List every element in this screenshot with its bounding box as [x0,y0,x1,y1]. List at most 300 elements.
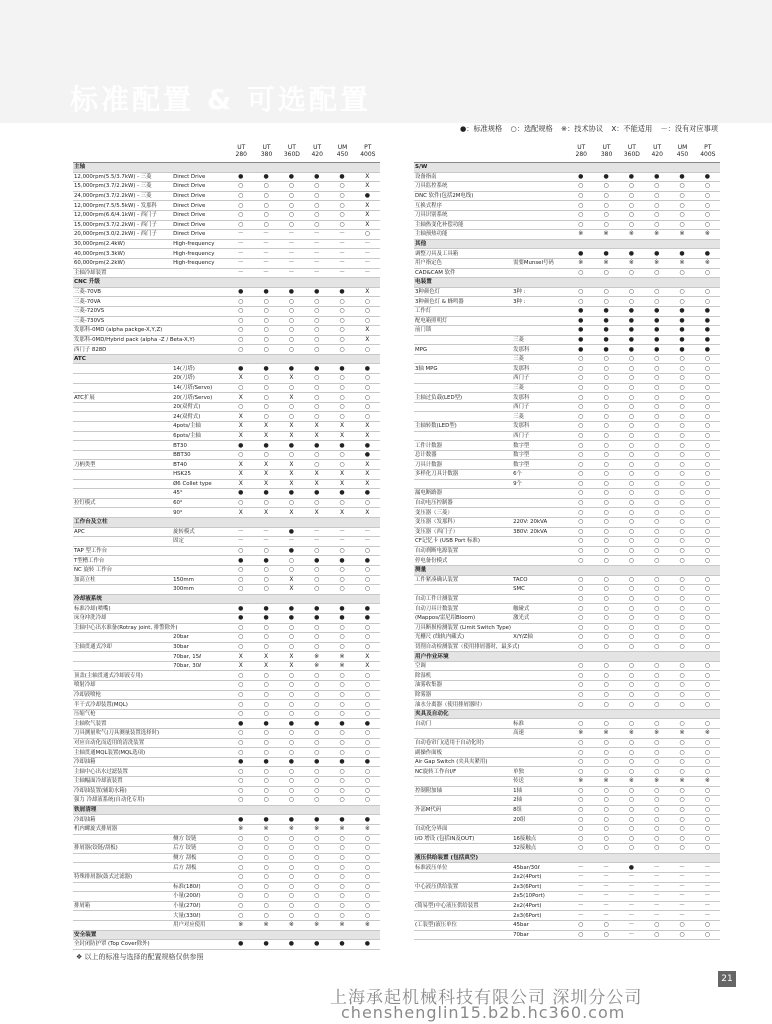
availability-mark: ※ [329,824,354,834]
availability-mark: ○ [619,824,644,834]
model-series: UM [337,144,348,151]
item-spec [172,757,228,767]
item-name: 自动门 [414,719,512,729]
item-name: 压缩气枪 [73,709,172,719]
item-name: 光栅尺 (线轨内藏式) [414,633,512,643]
table-row [414,470,720,480]
availability-mark: － [253,258,278,268]
availability-mark: ○ [669,220,694,230]
item-spec: 4pots/主轴 [172,422,228,432]
availability-mark: ※ [253,920,278,930]
availability-mark: ○ [669,748,694,758]
availability-mark: ○ [253,681,278,691]
item-name [414,374,512,384]
availability-mark: ○ [329,911,354,921]
item-spec: 90° [172,508,228,518]
availability-mark: ○ [568,930,593,940]
table-row [73,709,380,719]
availability-mark: ○ [304,450,329,460]
item-spec: 60° [172,498,228,508]
availability-mark: ○ [644,661,669,671]
item-spec: 数字型 [512,441,568,451]
section-title: 工作台及立柱 [73,517,380,527]
availability-mark: ○ [329,210,354,220]
table-row [414,757,720,767]
availability-mark: X [355,479,380,489]
availability-mark: ○ [644,796,669,806]
item-name: 冷却油箱 [73,815,172,825]
availability-mark: ○ [253,882,278,892]
availability-mark: ○ [304,220,329,230]
availability-mark: ● [253,172,278,182]
availability-mark: ○ [253,316,278,326]
model-series: UT [653,144,662,151]
item-name [73,863,172,873]
item-spec [172,326,228,336]
availability-mark: ● [329,441,354,451]
availability-mark: ● [279,364,304,374]
availability-mark: ● [228,613,253,623]
availability-mark: ○ [644,374,669,384]
table-row [414,316,720,326]
item-name: 30,000rpm(2.4kW) [73,239,172,249]
table-row [414,844,720,854]
availability-mark: ○ [329,316,354,326]
item-spec: BT40 [172,460,228,470]
availability-mark: ● [228,287,253,297]
availability-mark: ○ [619,268,644,278]
item-spec [512,671,568,681]
availability-mark: － [355,258,380,268]
availability-mark: ○ [644,201,669,211]
table-row [414,297,720,307]
table-row [414,700,720,710]
availability-mark: ○ [669,191,694,201]
item-name: T型槽工作台 [73,556,172,566]
availability-mark: ○ [644,786,669,796]
table-row [73,815,380,825]
availability-mark: ○ [253,642,278,652]
item-spec [172,815,228,825]
availability-mark: ※ [619,729,644,739]
availability-mark: ○ [329,709,354,719]
availability-mark: ○ [304,633,329,643]
availability-mark: ○ [279,786,304,796]
availability-mark: ○ [593,642,618,652]
item-name: 3种颜色灯 & 蜂鸣器 [414,297,512,307]
model-header [568,140,593,163]
availability-mark: ※ [644,729,669,739]
availability-mark: ● [355,757,380,767]
item-name [414,354,512,364]
section-row [73,163,380,173]
availability-mark: ○ [304,575,329,585]
availability-mark: ● [619,345,644,355]
item-spec [172,777,228,787]
item-spec: 70bar, 30ℓ [172,661,228,671]
availability-mark: ○ [695,796,720,806]
availability-mark: ○ [568,508,593,518]
table-row [73,700,380,710]
item-spec: 24(双臂式) [172,412,228,422]
availability-mark: ○ [279,767,304,777]
availability-mark: ○ [568,383,593,393]
item-name: 主轴贯通式冷却 [73,642,172,652]
availability-mark: ○ [695,287,720,297]
availability-mark: ● [253,604,278,614]
availability-mark: ○ [253,671,278,681]
availability-mark: － [644,892,669,902]
availability-mark: ○ [669,546,694,556]
availability-mark: ○ [279,297,304,307]
table-row [73,834,380,844]
item-name: 20,000rpm(3.0/2.2kW) - 西门子 [73,230,172,240]
availability-mark: ○ [228,546,253,556]
availability-mark: ● [644,249,669,259]
table-row [73,479,380,489]
availability-mark: ○ [279,220,304,230]
availability-mark: ○ [355,383,380,393]
availability-mark: ○ [568,681,593,691]
item-spec: Ø6 Collet type [172,479,228,489]
item-spec: 用户对应使用 [172,920,228,930]
availability-mark: ○ [304,201,329,211]
table-row [414,738,720,748]
item-spec [512,191,568,201]
availability-mark: ○ [644,402,669,412]
item-spec [172,719,228,729]
availability-mark: ○ [593,930,618,940]
availability-mark: ○ [329,326,354,336]
availability-mark: ● [644,345,669,355]
availability-mark: ○ [355,729,380,739]
availability-mark: ○ [593,805,618,815]
availability-mark: ○ [279,844,304,854]
table-row [414,210,720,220]
item-name [414,796,512,806]
availability-mark: － [253,537,278,547]
availability-mark: ○ [568,470,593,480]
availability-mark: ○ [644,297,669,307]
availability-mark: ○ [619,297,644,307]
availability-mark: ○ [228,863,253,873]
availability-mark: ○ [228,911,253,921]
item-name: CAD&CAM 软件 [414,268,512,278]
item-name: 前门锁 [414,326,512,336]
availability-mark: ○ [695,297,720,307]
availability-mark: ○ [568,402,593,412]
item-name: 变压器（西门子） [414,527,512,537]
table-row [73,249,380,259]
availability-mark: ○ [669,671,694,681]
table-row [414,604,720,614]
table-row [414,681,720,691]
availability-mark: ○ [695,824,720,834]
availability-mark: － [669,872,694,882]
availability-mark: ○ [355,786,380,796]
availability-mark: X [279,575,304,585]
availability-mark: ○ [695,556,720,566]
availability-mark: ○ [279,306,304,316]
availability-mark: X [279,470,304,480]
availability-mark: ● [568,335,593,345]
availability-mark: ○ [619,767,644,777]
availability-mark: ● [329,757,354,767]
availability-mark: ○ [568,738,593,748]
item-name [73,364,172,374]
availability-mark: ○ [304,623,329,633]
table-row [73,633,380,643]
availability-mark: ○ [279,872,304,882]
availability-mark: ○ [568,824,593,834]
item-name: 三菱-70VB [73,287,172,297]
availability-mark: ○ [669,508,694,518]
table-row [414,172,720,182]
spec-table [73,140,380,950]
availability-mark: ○ [253,546,278,556]
availability-mark: ○ [669,642,694,652]
item-name [73,441,172,451]
item-name [414,911,512,921]
header-blank [414,140,512,163]
availability-mark: ○ [355,345,380,355]
availability-mark: ○ [644,470,669,480]
availability-mark: ○ [695,431,720,441]
availability-mark: ○ [669,517,694,527]
availability-mark: ● [355,191,380,201]
item-name: 刀具识别系统 [414,210,512,220]
availability-mark: － [568,872,593,882]
item-name: 变压器（发那科） [414,517,512,527]
url-watermark: chenshenglin15.b2b.hc360.com [341,1003,626,1022]
model-header [304,140,329,163]
availability-mark: ○ [355,374,380,384]
item-name: 西门子 828D [73,345,172,355]
availability-mark: ○ [329,393,354,403]
table-row [73,661,380,671]
table-row [73,287,380,297]
availability-mark: X [253,422,278,432]
availability-mark: ○ [355,709,380,719]
availability-mark: ○ [669,441,694,451]
item-spec [512,172,568,182]
availability-mark: ○ [695,450,720,460]
availability-mark: X [355,508,380,518]
item-spec: 发那科 [512,393,568,403]
availability-mark: ○ [695,498,720,508]
availability-mark: ○ [669,470,694,480]
table-row [73,882,380,892]
availability-mark: X [355,210,380,220]
availability-mark: ○ [568,517,593,527]
availability-mark: ○ [619,594,644,604]
availability-mark: X [279,431,304,441]
availability-mark: ○ [228,738,253,748]
item-name: (工装型)液压单位 [414,920,512,930]
availability-mark: ○ [644,815,669,825]
item-name [73,882,172,892]
table-row [73,757,380,767]
table-row [73,508,380,518]
section-row [73,594,380,604]
item-name [73,431,172,441]
availability-mark: ○ [568,671,593,681]
availability-mark: ○ [568,757,593,767]
item-spec [172,748,228,758]
availability-mark: ○ [593,546,618,556]
table-row [414,824,720,834]
item-spec: 8组 [512,805,568,815]
availability-mark: － [644,911,669,921]
section-row [414,163,720,173]
table-row [414,690,720,700]
table-row [414,719,720,729]
availability-mark: ● [253,613,278,623]
item-name [414,844,512,854]
legend-not-applicable: X：不能适用 [611,124,653,133]
section-title: 铁屑清理 [73,805,380,815]
item-name: 设备指南 [414,172,512,182]
item-spec: 30bar [172,642,228,652]
table-row [73,498,380,508]
availability-mark: ○ [669,498,694,508]
availability-mark: ※ [593,777,618,787]
company-watermark: 上海承起机械科技有限公司 深圳分公司 [330,988,643,1008]
availability-mark: X [228,479,253,489]
availability-mark: ● [304,489,329,499]
item-spec [172,297,228,307]
table-row [73,777,380,787]
availability-mark: ○ [593,383,618,393]
item-spec [512,700,568,710]
availability-mark: ○ [228,767,253,777]
availability-mark: ○ [669,527,694,537]
item-name: CF记忆卡 (USB Port 标准) [414,537,512,547]
availability-mark: ○ [593,700,618,710]
availability-mark: ○ [593,796,618,806]
availability-mark: ○ [619,748,644,758]
table-row [73,604,380,614]
availability-mark: ○ [669,374,694,384]
item-spec [512,210,568,220]
availability-mark: X [355,172,380,182]
availability-mark: ○ [279,729,304,739]
table-row [414,402,720,412]
availability-mark: X [279,508,304,518]
availability-mark: ○ [329,374,354,384]
item-name: 3种颜色灯 [414,287,512,297]
table-row [73,681,380,691]
item-name: 刀具断损检测装置 (Limit Switch Type) [415,624,512,631]
table-row [414,508,720,518]
availability-mark: ● [253,757,278,767]
table-row [414,306,720,316]
availability-mark: ○ [695,479,720,489]
availability-mark: ○ [644,191,669,201]
availability-mark: X [228,661,253,671]
table-row [414,335,720,345]
availability-mark: ○ [228,748,253,758]
item-name: 工作灯 [414,306,512,316]
availability-mark: ○ [568,844,593,854]
item-spec [512,498,568,508]
availability-mark: ○ [568,479,593,489]
availability-mark: ● [644,335,669,345]
table-row [414,498,720,508]
availability-mark: ○ [695,633,720,643]
item-spec: SMC [512,585,568,595]
section-title: 液压供给装置 (包括真空) [414,853,720,863]
availability-mark: ○ [304,796,329,806]
availability-mark: － [619,911,644,921]
item-name: 刀柄类型 [73,460,172,470]
availability-mark: ○ [619,575,644,585]
availability-mark: ● [593,249,618,259]
availability-mark: － [329,258,354,268]
availability-mark: － [279,258,304,268]
item-name: 除雾器 [414,690,512,700]
availability-mark: ○ [644,556,669,566]
availability-mark: ○ [355,642,380,652]
availability-mark: ○ [568,767,593,777]
availability-mark: ○ [355,297,380,307]
availability-mark: ○ [355,633,380,643]
item-name: 主轴热变化补偿功能 [414,220,512,230]
item-spec: 高速 [512,729,568,739]
availability-mark: ○ [695,767,720,777]
availability-mark: ○ [593,364,618,374]
availability-mark: ○ [304,412,329,422]
item-spec: 16接触点 [512,834,568,844]
table-row [73,911,380,921]
availability-mark: ○ [253,911,278,921]
availability-mark: X [228,508,253,518]
availability-mark: ● [228,940,253,950]
table-row [73,393,380,403]
model-number: 450 [336,151,349,158]
table-row [73,940,380,950]
item-spec [172,786,228,796]
availability-mark: ※ [669,230,694,240]
item-name: 24,000rpm(3.7/2.2kW) - 三菱 [73,191,172,201]
availability-mark: ○ [279,777,304,787]
availability-mark: ○ [228,326,253,336]
availability-mark: ※ [695,258,720,268]
availability-mark: ○ [568,422,593,432]
availability-mark: ○ [695,786,720,796]
availability-mark: ● [253,287,278,297]
availability-mark: ● [619,316,644,326]
availability-mark: X [329,508,354,518]
availability-mark: ● [304,604,329,614]
availability-mark: ○ [253,383,278,393]
table-row [414,450,720,460]
availability-mark: ○ [568,182,593,192]
availability-mark: ○ [329,345,354,355]
availability-mark: ○ [593,613,618,623]
availability-mark: ○ [619,681,644,691]
availability-mark: ○ [619,182,644,192]
availability-mark: ○ [253,182,278,192]
availability-mark: ○ [228,892,253,902]
availability-mark: ○ [253,565,278,575]
availability-mark: ○ [619,757,644,767]
item-name [414,892,512,902]
availability-mark: ○ [619,470,644,480]
item-name [414,815,512,825]
availability-mark: ○ [644,594,669,604]
availability-mark: ○ [568,393,593,403]
